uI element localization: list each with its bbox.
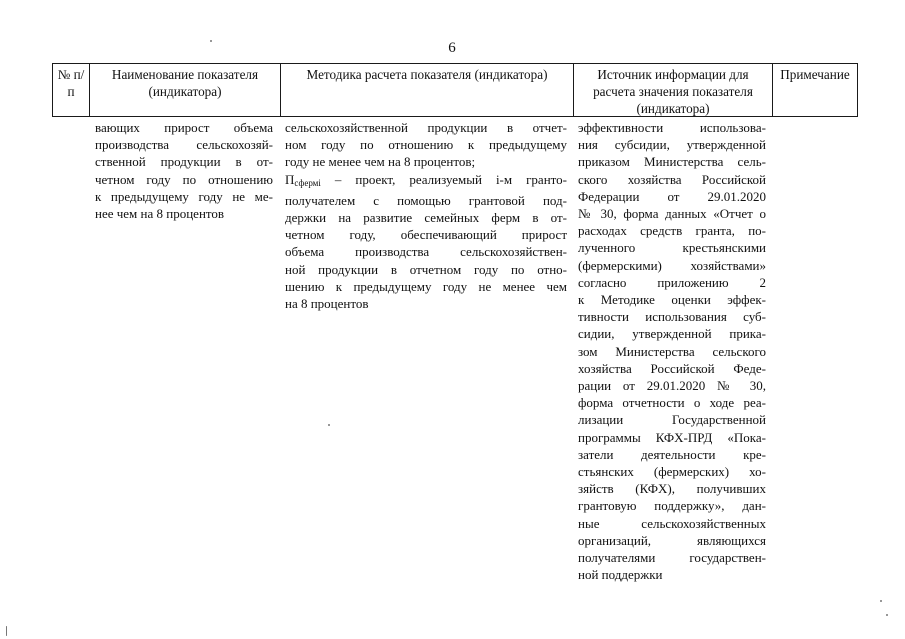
- source-line: затели деятельности кре-: [578, 446, 766, 462]
- source-line: согласно приложению 2: [578, 274, 766, 290]
- source-line: форма отчетности о ходе реа-: [578, 395, 766, 411]
- source-line: расходах средств гранта, по-: [578, 223, 766, 239]
- name-line: четном году по отношению: [95, 171, 273, 187]
- source-line: сидии, утвержденной прика-: [578, 326, 766, 342]
- name-line: ственной продукции в от-: [95, 154, 273, 170]
- name-line: вающих прирост объема: [95, 120, 273, 135]
- source-line: приказом Министерства сель-: [578, 154, 766, 170]
- scan-speck: [210, 40, 212, 42]
- source-line: эффективности использова-: [578, 120, 766, 135]
- method-column-text: [285, 119, 567, 312]
- source-line: зяйств (КФХ), получивших: [578, 481, 766, 497]
- method-line: на 8 процентов: [285, 296, 369, 312]
- method-line: объема производства сельскохозяйствен-: [285, 244, 567, 260]
- method-definition-start: – проект, реализуемый і-м гранто-: [320, 171, 567, 187]
- col-border-name: [280, 63, 281, 117]
- col-border-left: [52, 63, 53, 117]
- source-line: тивности использования суб-: [578, 309, 766, 325]
- scan-speck: [328, 424, 330, 426]
- method-formula-line: [285, 171, 567, 192]
- source-line: № 30, форма данных «Отчет о: [578, 206, 766, 222]
- source-line: лученного крестьянскими: [578, 240, 766, 256]
- source-line: грантовую поддержку», дан-: [578, 498, 766, 514]
- source-column-text: [578, 119, 766, 583]
- source-line: ные сельскохозяйственных: [578, 515, 766, 531]
- method-line: ной продукции в отчетном году по отно-: [285, 261, 567, 277]
- col-border-right: [857, 63, 858, 117]
- source-line: ной поддержки: [578, 567, 663, 583]
- name-column-text: [95, 119, 273, 222]
- source-line: Федерации от 29.01.2020: [578, 188, 766, 204]
- method-line: сельскохозяйственной продукции в отчет-: [285, 120, 567, 135]
- name-line: к предыдущему году не ме-: [95, 188, 273, 204]
- method-symbol: П: [285, 171, 295, 187]
- header-note: Примечание: [780, 67, 850, 82]
- header-source: Источник информации для расчета значения показателя (индикатора): [593, 67, 753, 116]
- name-line: производства сельскохозяй-: [95, 137, 273, 153]
- source-line: хозяйства Российской Феде-: [578, 360, 766, 376]
- method-line: шению к предыдущему году не менее чем: [285, 278, 567, 294]
- source-line: лизации Государственной: [578, 412, 766, 428]
- page-number: 6: [448, 40, 456, 56]
- method-symbol-subscript: сфермі: [294, 177, 321, 188]
- source-line: к Методике оценки эффек-: [578, 292, 766, 308]
- method-line: получателем с помощью грантовой под-: [285, 192, 567, 208]
- method-line: держки на развитие семейных ферм в от-: [285, 210, 567, 226]
- source-line: программы КФХ-ПРД «Пока-: [578, 429, 766, 445]
- method-line: году не менее чем на 8 процентов;: [285, 154, 476, 170]
- source-line: стьянских (фермерских) хо-: [578, 464, 766, 480]
- scan-speck: [880, 600, 882, 602]
- source-line: организаций, являющихся: [578, 532, 766, 548]
- source-line: зом Министерства сельского: [578, 343, 766, 359]
- header-name: Наименование показателя (индикатора): [111, 67, 259, 99]
- source-line: ния субсидии, утвержденной: [578, 137, 766, 153]
- source-line: (фермерскими) хозяйствами»: [578, 257, 766, 273]
- method-line: четном году, обеспечивающий прирост: [285, 227, 567, 243]
- table-top-border: [52, 63, 858, 64]
- method-line: ном году по отношению к предыдущему: [285, 137, 567, 153]
- col-border-method: [573, 63, 574, 117]
- header-method: Методика расчета показателя (индикатора): [306, 67, 548, 82]
- source-line: рации от 29.01.2020 № 30,: [578, 378, 766, 394]
- name-line: нее чем на 8 процентов: [95, 206, 225, 222]
- col-border-num: [89, 63, 90, 117]
- source-line: ского хозяйства Российской: [578, 171, 766, 187]
- source-line: получателями государствен-: [578, 550, 766, 566]
- scan-speck: [6, 626, 7, 636]
- scan-speck: [886, 614, 888, 616]
- header-num: № п/п: [57, 67, 85, 99]
